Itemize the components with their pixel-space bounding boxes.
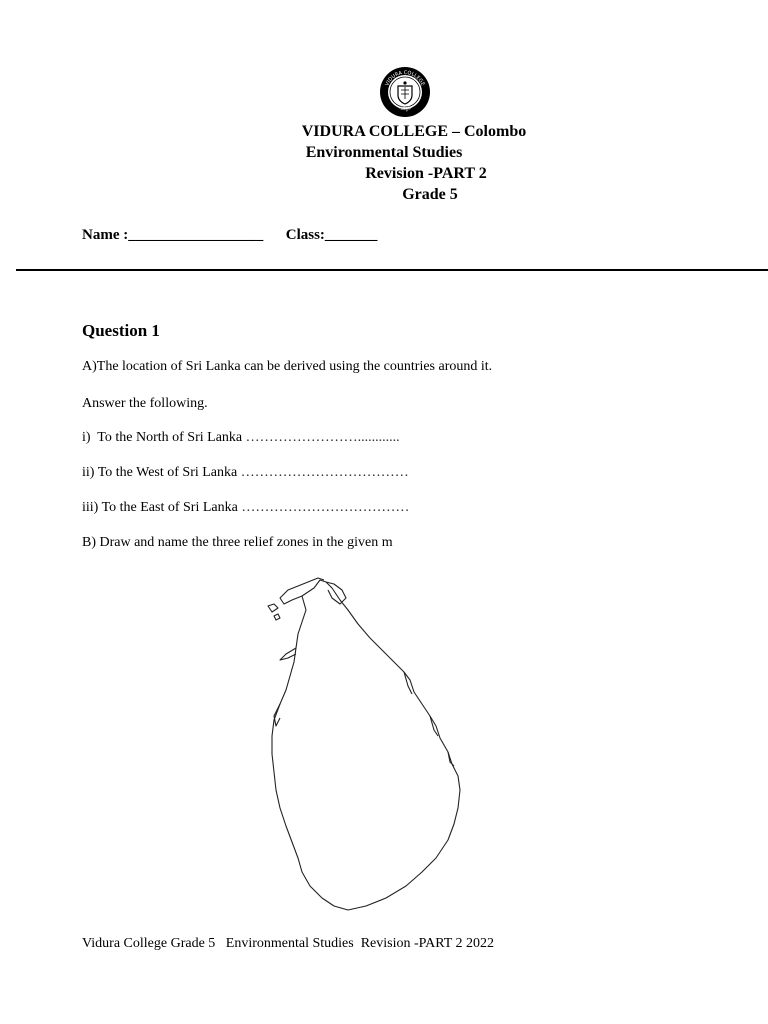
header-divider <box>16 269 768 271</box>
answer-item-label: ii) To the West of Sri Lanka <box>82 465 238 480</box>
answer-item-east[interactable] <box>82 500 409 516</box>
sri-lanka-outline-map[interactable] <box>262 576 468 916</box>
answer-item-label: i) To the North of Sri Lanka <box>82 430 243 445</box>
answer-blank[interactable]: ……………………............ <box>245 430 400 445</box>
part-b-text: B) Draw and name the three relief zones in the given m <box>82 535 393 550</box>
page-footer: Vidura College Grade 5 Environmental Studies Revision -PART 2 2022 <box>82 936 495 951</box>
revision-title: Revision -PART 2 <box>365 165 487 182</box>
student-info-row <box>82 227 377 244</box>
answer-item-north[interactable] <box>82 430 400 446</box>
svg-text:വിദുര: വിദുര <box>398 105 412 113</box>
answer-item-label: iii) To the East of Sri Lanka <box>82 500 238 515</box>
class-field[interactable]: Class:_______ <box>285 227 378 243</box>
subject-title: Environmental Studies <box>305 144 463 161</box>
instruction-text: Answer the following. <box>82 396 208 411</box>
school-crest-icon <box>379 66 431 118</box>
answer-blank[interactable]: ……………………………… <box>241 500 410 515</box>
svg-text:VIDURA COLLEGE: VIDURA COLLEGE <box>384 69 426 87</box>
answer-blank[interactable]: ……………………………… <box>240 465 409 480</box>
school-title: VIDURA COLLEGE – Colombo <box>301 123 527 140</box>
grade-title: Grade 5 <box>402 186 458 203</box>
question-title: Question 1 <box>82 321 160 340</box>
answer-item-west[interactable] <box>82 465 409 481</box>
part-a-text: A)The location of Sri Lanka can be derived using the countries around it. <box>82 359 493 374</box>
name-field[interactable]: Name :__________________ <box>82 227 264 243</box>
